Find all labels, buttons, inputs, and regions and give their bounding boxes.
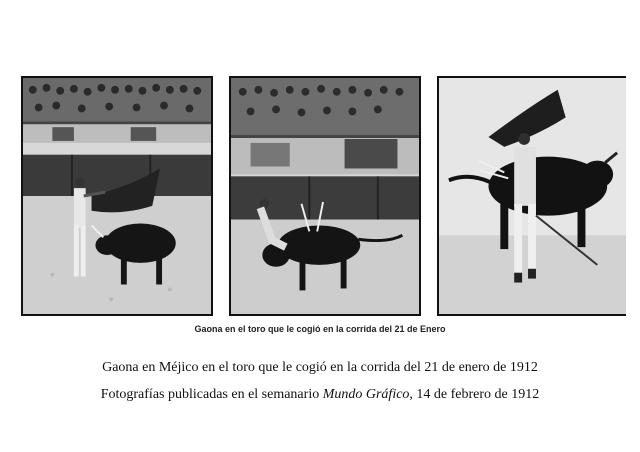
print-caption: Gaona en el toro que le cogió en la corrida del 21 de Enero bbox=[194, 324, 446, 334]
bullfight-photo-2-icon bbox=[231, 78, 419, 314]
bullfight-photo-1-icon bbox=[23, 78, 211, 314]
caption-line-2-suffix: , 14 de febrero de 1912 bbox=[409, 387, 540, 402]
caption-line-2 bbox=[0, 387, 640, 403]
bullfight-photo-2 bbox=[229, 76, 421, 316]
publication-title: Mundo Gráfico bbox=[322, 387, 410, 402]
bullfight-photo-3-icon bbox=[439, 78, 626, 314]
caption-line-1: Gaona en Méjico en el toro que le cogió en la corrida del 21 de enero de 1912 bbox=[102, 360, 538, 375]
bullfight-photo-3 bbox=[437, 76, 626, 316]
bullfight-photo-1 bbox=[21, 76, 213, 316]
caption-line-2-prefix: Fotografías publicadas en el semanario bbox=[100, 387, 323, 402]
